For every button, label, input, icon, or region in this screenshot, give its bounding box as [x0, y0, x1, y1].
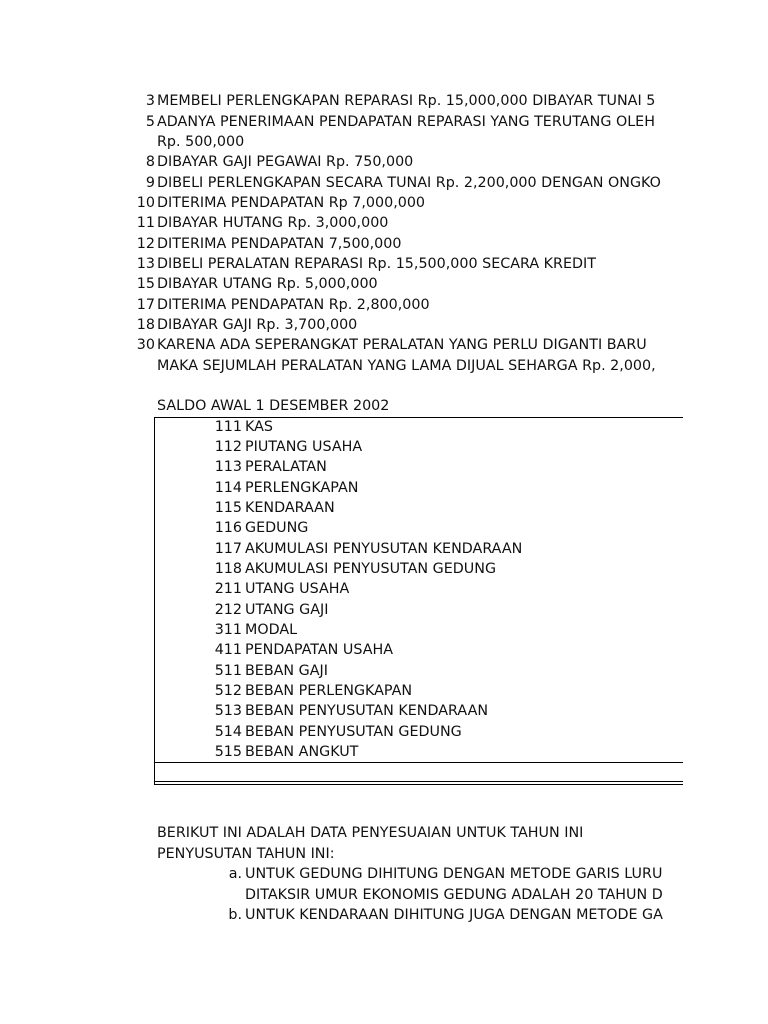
- table-double-bottom-2: [154, 784, 683, 785]
- transaction-row-continuation: [0, 132, 683, 152]
- account-name: PIUTANG USAHA: [245, 439, 363, 455]
- account-code: 511: [214, 663, 242, 679]
- transaction-text: DIBELI PERLENGKAPAN SECARA TUNAI Rp. 2,200,000 DENGAN ONGKO: [157, 175, 661, 191]
- account-row: [0, 417, 683, 437]
- transaction-day: 9: [145, 175, 155, 191]
- account-name: BEBAN PENYUSUTAN GEDUNG: [245, 724, 462, 740]
- account-row: [0, 600, 683, 620]
- transaction-row: [0, 315, 683, 335]
- adjustments-intro: BERIKUT INI ADALAH DATA PENYESUAIAN UNTUK TAHUN INI: [157, 825, 584, 841]
- account-code: 117: [214, 541, 242, 557]
- transaction-day: 13: [136, 256, 155, 272]
- table-separator: [154, 762, 683, 763]
- account-row: [0, 620, 683, 640]
- account-row: [0, 640, 683, 660]
- account-name: BEBAN GAJI: [245, 663, 328, 679]
- transaction-text: DITERIMA PENDAPATAN 7,500,000: [157, 236, 402, 252]
- account-row: [0, 478, 683, 498]
- account-row: [0, 579, 683, 599]
- account-name: GEDUNG: [245, 520, 309, 536]
- transaction-text: Rp. 500,000: [157, 134, 245, 150]
- transaction-row: [0, 193, 683, 213]
- account-code: 512: [214, 683, 242, 699]
- adjustment-item: [0, 905, 683, 925]
- adjustments-heading: PENYUSUTAN TAHUN INI:: [157, 846, 335, 862]
- transaction-day: 18: [136, 317, 155, 333]
- account-code: 514: [214, 724, 242, 740]
- account-name: PERALATAN: [245, 459, 327, 475]
- account-name: BEBAN ANGKUT: [245, 744, 359, 760]
- account-name: UTANG USAHA: [245, 581, 350, 597]
- account-row: [0, 661, 683, 681]
- transaction-day: 11: [136, 215, 155, 231]
- adjustment-item: [0, 864, 683, 884]
- account-code: 515: [214, 744, 242, 760]
- transaction-day: 30: [136, 337, 155, 353]
- account-row: [0, 457, 683, 477]
- account-code: 115: [214, 500, 242, 516]
- transaction-text: KARENA ADA SEPERANGKAT PERALATAN YANG PERLU DIGANTI BARU: [157, 337, 647, 353]
- adjustment-item-continuation: [0, 885, 683, 905]
- transaction-row: [0, 335, 683, 355]
- account-name: PERLENGKAPAN: [245, 480, 359, 496]
- account-name: MODAL: [245, 622, 298, 638]
- adjustment-text: UNTUK GEDUNG DIHITUNG DENGAN METODE GARIS LURU: [245, 866, 663, 882]
- transaction-row: [0, 254, 683, 274]
- transaction-text: ADANYA PENERIMAAN PENDAPATAN REPARASI YANG TERUTANG OLEH: [157, 114, 655, 130]
- transaction-text: DIBAYAR GAJI Rp. 3,700,000: [157, 317, 358, 333]
- opening-balance-title: SALDO AWAL 1 DESEMBER 2002: [157, 398, 390, 414]
- account-code: 111: [214, 419, 242, 435]
- account-name: KENDARAAN: [245, 500, 335, 516]
- adjustment-marker: a.: [228, 866, 242, 882]
- transaction-text: DIBAYAR HUTANG Rp. 3,000,000: [157, 215, 389, 231]
- transaction-day: 17: [136, 297, 155, 313]
- account-name: KAS: [245, 419, 273, 435]
- transaction-day: 12: [136, 236, 155, 252]
- transaction-day: 8: [145, 154, 155, 170]
- transaction-text: MEMBELI PERLENGKAPAN REPARASI Rp. 15,000,000 DIBAYAR TUNAI 5: [157, 93, 656, 109]
- table-double-bottom-1: [154, 781, 683, 782]
- account-row: [0, 539, 683, 559]
- account-code: 112: [214, 439, 242, 455]
- account-row: [0, 498, 683, 518]
- transaction-text: DIBAYAR UTANG Rp. 5,000,000: [157, 276, 378, 292]
- account-row: [0, 681, 683, 701]
- transaction-row-continuation: [0, 356, 683, 376]
- account-code: 114: [214, 480, 242, 496]
- adjustment-text: DITAKSIR UMUR EKONOMIS GEDUNG ADALAH 20 TAHUN D: [245, 887, 663, 903]
- transaction-text: DIBAYAR GAJI PEGAWAI Rp. 750,000: [157, 154, 414, 170]
- account-code: 411: [214, 642, 242, 658]
- account-name: PENDAPATAN USAHA: [245, 642, 394, 658]
- account-name: AKUMULASI PENYUSUTAN GEDUNG: [245, 561, 497, 577]
- transaction-row: [0, 213, 683, 233]
- account-row: [0, 437, 683, 457]
- adjustment-marker: b.: [228, 907, 242, 923]
- transaction-day: 15: [136, 276, 155, 292]
- account-name: UTANG GAJI: [245, 602, 329, 618]
- transaction-day: 10: [136, 195, 155, 211]
- transaction-text: DITERIMA PENDAPATAN Rp. 2,800,000: [157, 297, 430, 313]
- account-row: [0, 742, 683, 762]
- account-row: [0, 559, 683, 579]
- account-code: 513: [214, 703, 242, 719]
- account-row: [0, 722, 683, 742]
- account-code: 211: [214, 581, 242, 597]
- transaction-row: [0, 112, 683, 132]
- transaction-row: [0, 295, 683, 315]
- account-row: [0, 701, 683, 721]
- transaction-day: 3: [145, 93, 155, 109]
- account-code: 212: [214, 602, 242, 618]
- transaction-day: 5: [145, 114, 155, 130]
- transaction-text: DIBELI PERALATAN REPARASI Rp. 15,500,000 SECARA KREDIT: [157, 256, 596, 272]
- account-name: BEBAN PERLENGKAPAN: [245, 683, 413, 699]
- account-row: [0, 518, 683, 538]
- transaction-row: [0, 91, 683, 111]
- account-code: 116: [214, 520, 242, 536]
- transaction-row: [0, 234, 683, 254]
- adjustment-text: UNTUK KENDARAAN DIHITUNG JUGA DENGAN METODE GA: [245, 907, 663, 923]
- transaction-text: MAKA SEJUMLAH PERALATAN YANG LAMA DIJUAL SEHARGA Rp. 2,000,: [157, 358, 656, 374]
- transaction-text: DITERIMA PENDAPATAN Rp 7,000,000: [157, 195, 426, 211]
- account-name: AKUMULASI PENYUSUTAN KENDARAAN: [245, 541, 523, 557]
- account-code: 311: [214, 622, 242, 638]
- account-code: 118: [214, 561, 242, 577]
- account-code: 113: [214, 459, 242, 475]
- transaction-row: [0, 173, 683, 193]
- account-name: BEBAN PENYUSUTAN KENDARAAN: [245, 703, 489, 719]
- transaction-row: [0, 274, 683, 294]
- transaction-row: [0, 152, 683, 172]
